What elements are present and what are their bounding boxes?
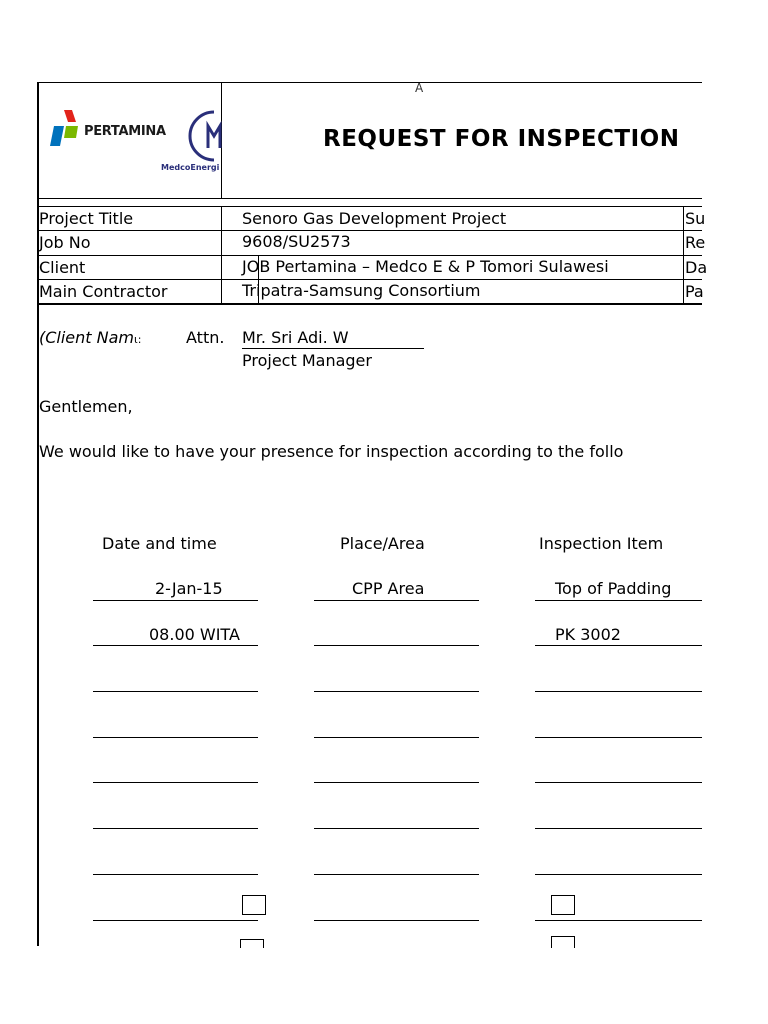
client-name-label-text: (Client Nam — [39, 328, 135, 347]
row-underline-date — [93, 828, 258, 829]
page-title: REQUEST FOR INSPECTION — [323, 126, 680, 152]
attn-position: Project Manager — [242, 351, 372, 370]
column-marker: A — [415, 81, 424, 95]
info-right-main-contractor: Pa — [685, 282, 704, 301]
info-table-row-line — [37, 255, 702, 256]
row-underline-place — [314, 920, 479, 921]
row-underline-date — [93, 645, 258, 646]
checkbox-left[interactable] — [242, 895, 266, 915]
info-table-row-line — [37, 279, 702, 280]
row-item: Top of Padding — [555, 579, 672, 598]
row-underline-place — [314, 828, 479, 829]
attn-person: Mr. Sri Adi. W — [242, 328, 424, 349]
info-value-client: JOB Pertamina – Medco E & P Tomori Sulawesi — [242, 257, 609, 276]
row-underline-item — [535, 782, 702, 783]
info-label-project-title: Project Title — [39, 209, 134, 228]
checkbox-left-lower[interactable] — [240, 939, 264, 948]
row-underline-date — [93, 600, 258, 601]
pertamina-logo-mark — [50, 108, 80, 148]
header-bottom-border — [37, 198, 702, 199]
info-table-top-border — [37, 206, 702, 207]
row-underline-item — [535, 737, 702, 738]
info-right-client: Da — [685, 258, 708, 277]
checkbox-right-lower[interactable] — [551, 936, 575, 948]
row-underline-place — [314, 874, 479, 875]
info-table-row-line — [37, 230, 702, 231]
row-underline-item — [535, 920, 702, 921]
info-label-job-no: Job No — [39, 233, 91, 252]
row-underline-date — [93, 920, 258, 921]
row-underline-item — [535, 645, 702, 646]
row-date: 08.00 WITA — [149, 625, 240, 644]
row-underline-place — [314, 645, 479, 646]
info-right-job-no: Re — [685, 233, 706, 252]
client-name-label-overflow: ι: — [134, 333, 142, 346]
letter-body: We would like to have your presence for inspection according to the follo — [39, 442, 624, 461]
medco-logo-text: MedcoEnergi — [161, 163, 220, 172]
row-underline-date — [93, 782, 258, 783]
row-underline-place — [314, 737, 479, 738]
row-underline-place — [314, 782, 479, 783]
info-table-col-divider — [683, 206, 684, 303]
salutation: Gentlemen, — [39, 397, 133, 416]
row-underline-place — [314, 691, 479, 692]
row-underline-item — [535, 828, 702, 829]
header-date-time: Date and time — [102, 534, 217, 553]
row-date: 2-Jan-15 — [155, 579, 223, 598]
row-underline-date — [93, 874, 258, 875]
info-value-main-contractor: Tripatra-Samsung Consortium — [242, 281, 481, 300]
row-item: PK 3002 — [555, 625, 621, 644]
client-name-label — [39, 328, 141, 350]
header-inspection-item: Inspection Item — [539, 534, 664, 553]
info-table-col-divider — [221, 206, 222, 303]
info-right-project-title: Su — [685, 209, 706, 228]
row-underline-place — [314, 600, 479, 601]
row-underline-date — [93, 737, 258, 738]
frame-top-border — [37, 82, 702, 83]
header-place-area: Place/Area — [340, 534, 425, 553]
info-label-client: Client — [39, 258, 86, 277]
checkbox-right[interactable] — [551, 895, 575, 915]
pertamina-logo — [50, 108, 80, 152]
row-place: CPP Area — [352, 579, 425, 598]
info-label-main-contractor: Main Contractor — [39, 282, 168, 301]
info-table-bottom-border — [37, 303, 702, 305]
row-underline-item — [535, 691, 702, 692]
row-underline-item — [535, 600, 702, 601]
attn-label: Attn. — [186, 328, 225, 347]
pertamina-logo-text: PERTAMINA — [84, 124, 166, 139]
row-underline-item — [535, 874, 702, 875]
row-underline-date — [93, 691, 258, 692]
info-value-job-no: 9608/SU2573 — [242, 232, 351, 251]
info-value-project-title: Senoro Gas Development Project — [242, 209, 507, 228]
